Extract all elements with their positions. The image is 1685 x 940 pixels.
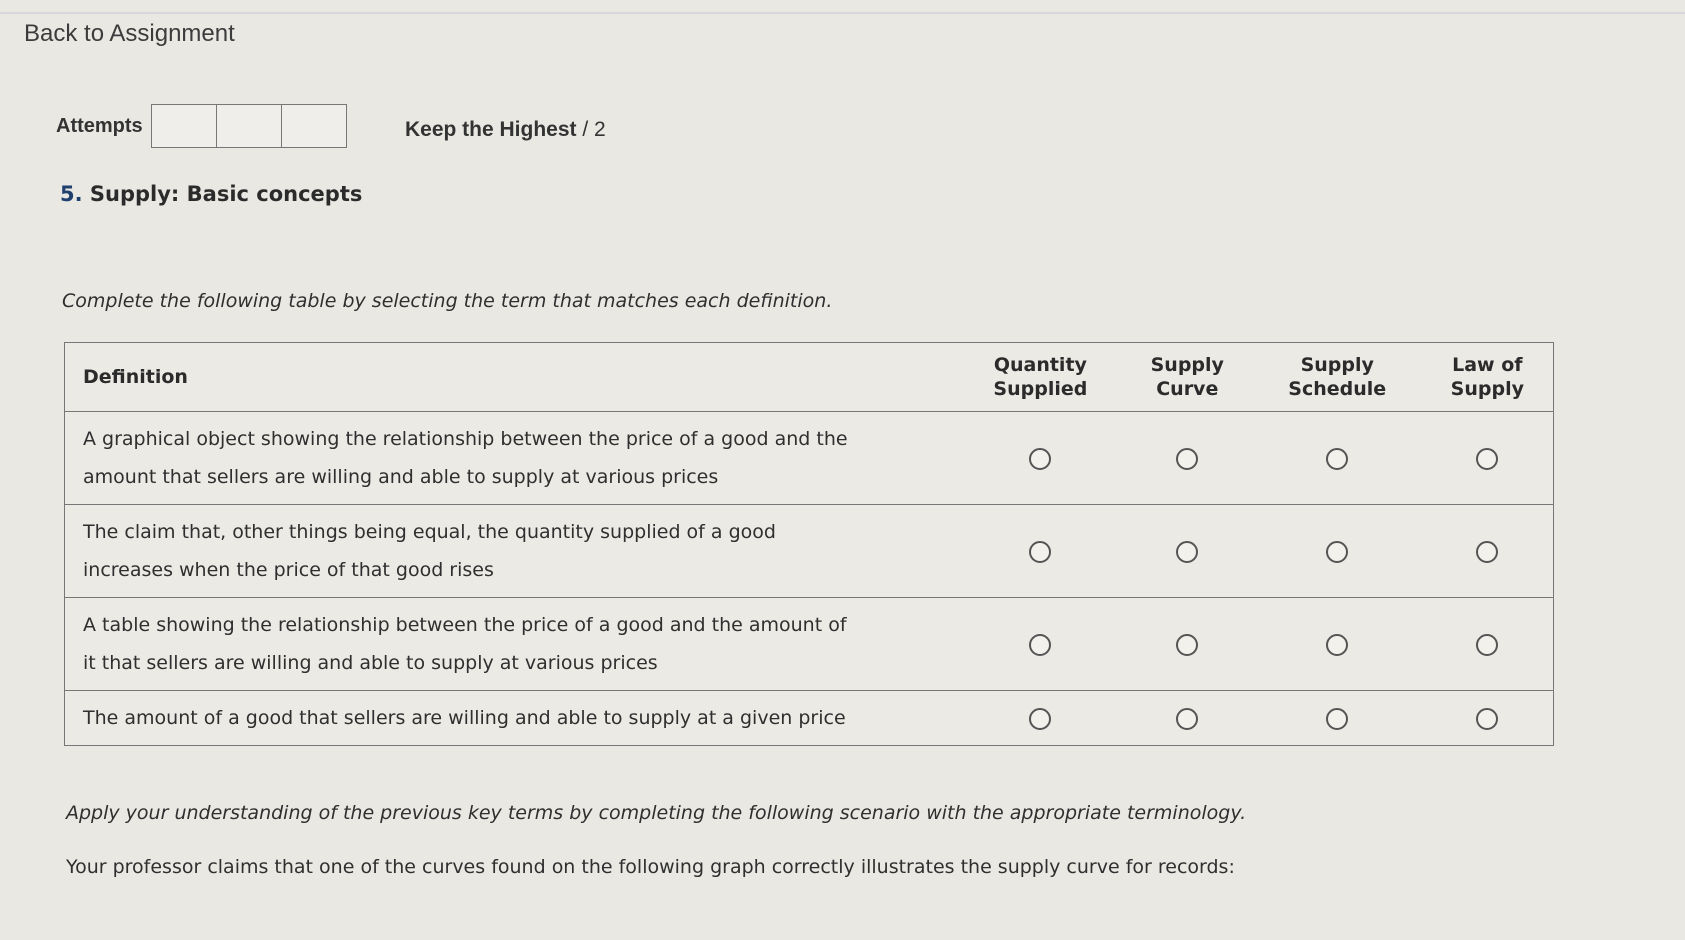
definition-text-line: it that sellers are willing and able to supply at various prices [83,652,658,674]
definition-text-line: increases when the price of that good rises [83,559,494,581]
radio-row1-quantity-supplied[interactable] [1029,448,1051,470]
definition-text-line: A table showing the relationship between the price of a good and the amount of [83,614,847,636]
radio-row1-law-of-supply[interactable] [1476,448,1498,470]
option-cell [959,412,1122,505]
keep-highest-text: Keep the Highest [405,118,577,141]
column-header-line: Supplied [993,378,1088,400]
column-header-quantity-supplied [959,343,1122,412]
option-cell [1253,598,1422,691]
option-cell [1122,505,1253,598]
option-cell [959,598,1122,691]
definition-column-header: Definition [65,343,960,412]
definition-text-line: amount that sellers are willing and able to supply at various prices [83,466,719,488]
option-cell [1422,505,1554,598]
attempt-box-1 [152,105,217,147]
column-header-line: Schedule [1288,378,1387,400]
option-cell [1422,412,1554,505]
table-header-row [65,343,1554,412]
definition-text-line: A graphical object showing the relationship between the price of a good and the [83,428,848,450]
option-cell [1253,505,1422,598]
attempts-group [56,104,347,148]
attempt-boxes [151,104,347,148]
radio-row3-supply-curve[interactable] [1176,634,1198,656]
max-attempts-text: / 2 [576,118,606,141]
table-row [65,505,1554,598]
table-row [65,598,1554,691]
question-title-text: Supply: Basic concepts [89,182,363,206]
column-header-supply-schedule [1253,343,1422,412]
table-row [65,412,1554,505]
option-cell [1122,691,1253,746]
option-cell [1122,598,1253,691]
radio-row2-supply-schedule[interactable] [1326,541,1348,563]
radio-row4-supply-schedule[interactable] [1326,708,1348,730]
column-header-supply-curve [1122,343,1253,412]
radio-row3-quantity-supplied[interactable] [1029,634,1051,656]
question-title [60,182,362,206]
column-header-line: Supply [1300,354,1374,376]
option-cell [959,505,1122,598]
definition-cell [65,691,960,746]
definition-text-line: The amount of a good that sellers are willing and able to supply at a given price [83,707,846,729]
definition-text-line: The claim that, other things being equal, the quantity supplied of a good [83,521,776,543]
radio-row4-quantity-supplied[interactable] [1029,708,1051,730]
radio-row2-law-of-supply[interactable] [1476,541,1498,563]
table-row [65,691,1554,746]
top-divider [0,12,1685,14]
column-header-line: Supply [1150,354,1224,376]
option-cell [1253,412,1422,505]
radio-row4-supply-curve[interactable] [1176,708,1198,730]
radio-row4-law-of-supply[interactable] [1476,708,1498,730]
radio-row1-supply-schedule[interactable] [1326,448,1348,470]
option-cell [1422,691,1554,746]
back-to-assignment-link[interactable]: Back to Assignment [24,20,235,47]
option-cell [959,691,1122,746]
table-instructions: Complete the following table by selecting the term that matches each definition. [62,290,833,312]
column-header-line: Quantity [993,354,1087,376]
question-number: 5. [60,182,83,206]
column-header-line: Supply [1450,378,1524,400]
scenario-instructions: Apply your understanding of the previous key terms by completing the following scenario with the appropriate terminology. [66,802,1247,824]
radio-row3-supply-schedule[interactable] [1326,634,1348,656]
radio-row3-law-of-supply[interactable] [1476,634,1498,656]
radio-row1-supply-curve[interactable] [1176,448,1198,470]
professor-claim-text: Your professor claims that one of the curves found on the following graph correctly illustrates the supply curve for records: [66,856,1235,878]
attempt-box-3 [282,105,346,147]
keep-highest-label [405,118,606,142]
definition-cell [65,412,960,505]
option-cell [1422,598,1554,691]
definition-cell [65,505,960,598]
column-header-line: Law of [1452,354,1523,376]
column-header-law-of-supply [1422,343,1554,412]
option-cell [1122,412,1253,505]
radio-row2-quantity-supplied[interactable] [1029,541,1051,563]
definition-matching-table [64,342,1554,746]
radio-row2-supply-curve[interactable] [1176,541,1198,563]
attempts-label: Attempts [56,114,143,137]
column-header-line: Curve [1156,378,1219,400]
attempt-box-2 [217,105,282,147]
definition-cell [65,598,960,691]
option-cell [1253,691,1422,746]
